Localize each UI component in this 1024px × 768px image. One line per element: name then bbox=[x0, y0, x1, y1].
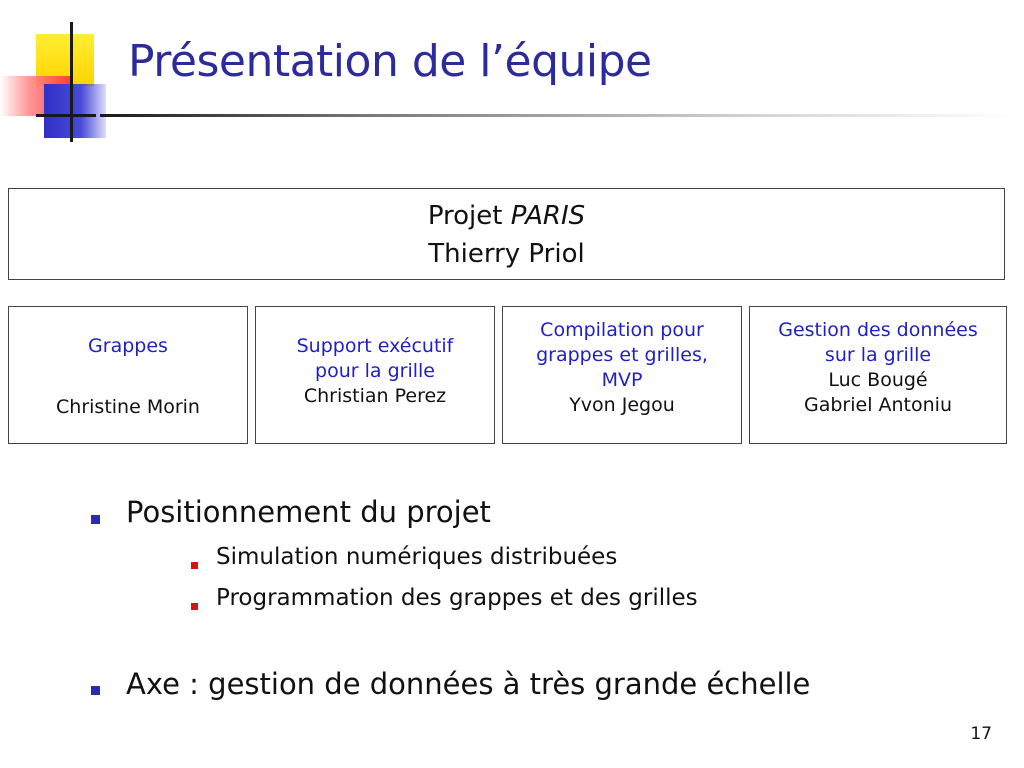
team-box-grappes bbox=[8, 306, 248, 444]
team-lead-line: Luc Bougé bbox=[828, 369, 928, 391]
project-box bbox=[8, 188, 1005, 280]
team-lead: Christian Perez bbox=[303, 385, 447, 407]
project-name: PARIS bbox=[510, 201, 586, 231]
team-name: Grappes bbox=[88, 335, 168, 357]
logo-vertical-line bbox=[70, 22, 73, 142]
slide-logo-graphic bbox=[0, 0, 130, 150]
team-box-compilation bbox=[502, 306, 742, 444]
sub-bullet-marker-icon bbox=[191, 603, 198, 610]
project-label: Projet bbox=[427, 201, 503, 231]
project-heading bbox=[9, 197, 1004, 235]
team-name-line: sur la grille bbox=[824, 344, 932, 366]
team-box-gestion-donnees bbox=[749, 306, 1007, 444]
bullet-item: Axe : gestion de données à très grande échelle bbox=[126, 667, 811, 701]
team-name-line: Support exécutif bbox=[296, 335, 454, 357]
team-name-line: Gestion des données bbox=[778, 319, 978, 341]
project-leader: Thierry Priol bbox=[428, 239, 585, 269]
logo-horizontal-line bbox=[36, 114, 96, 117]
team-name-line: Compilation pour bbox=[540, 319, 704, 341]
bullet-marker-icon bbox=[91, 515, 100, 524]
sub-bullet-item: Programmation des grappes et des grilles bbox=[216, 585, 698, 611]
team-name-line: grappes et grilles, bbox=[536, 344, 708, 366]
sub-bullet-marker-icon bbox=[191, 562, 198, 569]
bullet-marker-icon bbox=[91, 686, 100, 695]
team-lead: Yvon Jegou bbox=[569, 394, 675, 416]
logo-blue-square bbox=[44, 84, 106, 138]
team-lead: Christine Morin bbox=[56, 396, 200, 418]
sub-bullet-item: Simulation numériques distribuées bbox=[216, 544, 618, 570]
page-number: 17 bbox=[970, 724, 992, 744]
title-divider bbox=[100, 114, 1016, 117]
team-name-line: pour la grille bbox=[315, 360, 435, 382]
team-box-support-executif bbox=[255, 306, 495, 444]
slide-title: Présentation de l’équipe bbox=[128, 36, 652, 87]
team-name-line: MVP bbox=[601, 369, 643, 391]
team-lead-line: Gabriel Antoniu bbox=[803, 394, 952, 416]
bullet-item: Positionnement du projet bbox=[126, 495, 491, 529]
